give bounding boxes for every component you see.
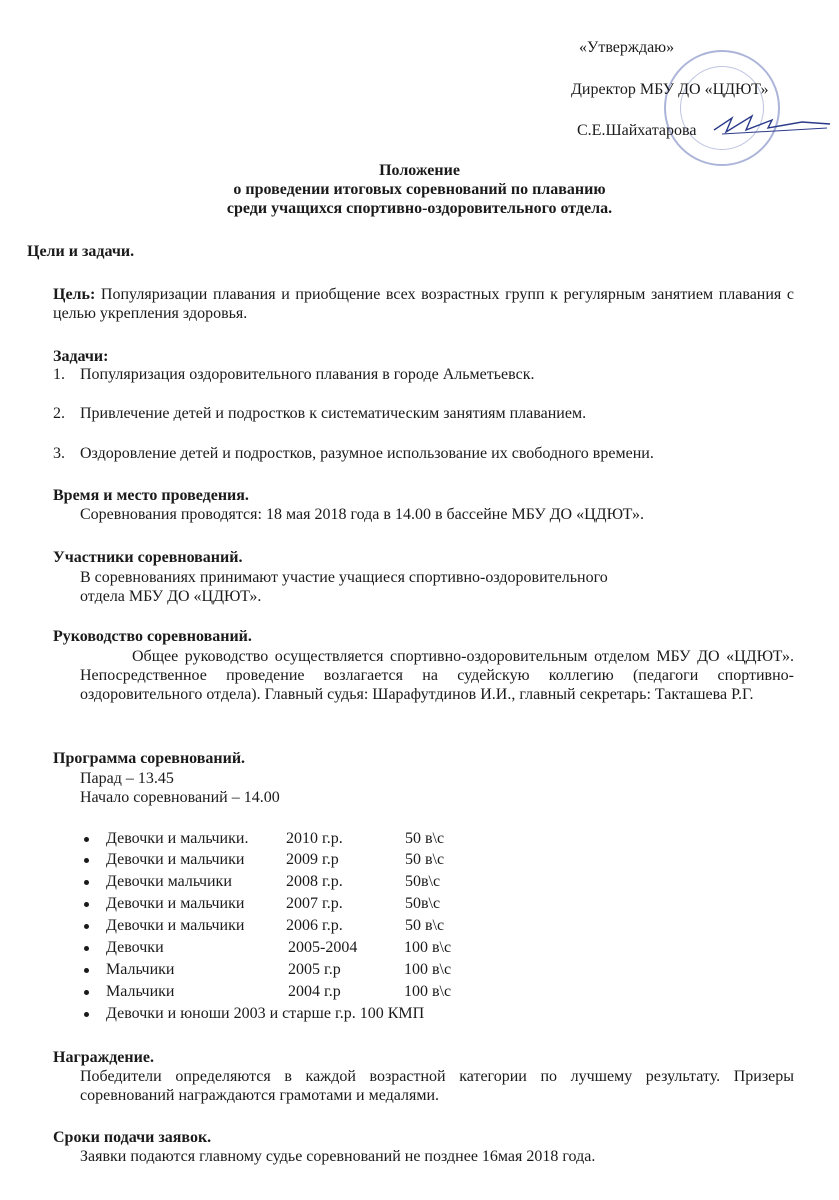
event-year: 2010 г.р. (286, 830, 343, 847)
goal-text: Популяризации плавания и приобщение всех возрастных групп к регулярным занятием плавания с целью укрепления здоровья. (53, 286, 794, 322)
event-group: Девочки и мальчики (106, 895, 245, 912)
event-group: Мальчики (106, 961, 175, 978)
bullet (84, 946, 89, 951)
goals-heading: Цели и задачи. (27, 243, 135, 260)
task-num: 2. (53, 405, 65, 422)
event-group: Девочки (106, 939, 164, 956)
tasks-heading: Задачи: (53, 348, 109, 365)
event-distance: 50 в\с (405, 851, 445, 868)
event-year: 2006 г.р. (286, 917, 343, 934)
signature (712, 108, 832, 138)
event-year: 2004 г.р (288, 983, 341, 1000)
parade-time: Парад – 13.45 (80, 770, 174, 787)
event-distance: 50 в\с (405, 917, 445, 934)
time-place-heading: Время и место проведения. (53, 487, 249, 504)
bullet (84, 924, 89, 929)
task-num: 3. (53, 445, 65, 462)
participants-line-1: В соревнованиях принимают участие учащиеся спортивно-оздоровительного (80, 569, 608, 586)
event-distance: 100 в\с (404, 983, 452, 1000)
task-item: Популяризация оздоровительного плавания в городе Альметьевск. (80, 366, 535, 383)
approve-label: «Утверждаю» (579, 39, 675, 56)
event-group: Девочки мальчики (106, 873, 232, 890)
management-heading: Руководство соревнований. (53, 628, 252, 645)
awards-text: Победители определяются в каждой возрастной категории по лучшему результату. Призеры соревнований награждаются грамотами и медалями. (80, 1068, 794, 1104)
event-distance: 100 в\с (404, 939, 452, 956)
goal-paragraph (53, 285, 794, 323)
participants-heading: Участники соревнований. (53, 549, 243, 566)
director-title: Директор МБУ ДО «ЦДЮТ» (571, 81, 769, 98)
event-distance: 50 в\с (405, 830, 445, 847)
bullet (84, 837, 89, 842)
event-distance: 50в\с (405, 895, 441, 912)
event-group: Девочки и мальчики. (106, 830, 249, 847)
event-group: Девочки и мальчики (106, 917, 245, 934)
event-group: Мальчики (106, 983, 175, 1000)
bullet (84, 990, 89, 995)
start-time: Начало соревнований – 14.00 (80, 789, 280, 806)
program-heading: Программа соревнований. (53, 750, 246, 767)
event-group: Девочки и мальчики (106, 851, 245, 868)
time-place-text: Соревнования проводятся: 18 мая 2018 года в 14.00 в бассейне МБУ ДО «ЦДЮТ». (80, 506, 644, 523)
event-year: 2007 г.р. (286, 895, 343, 912)
task-item: Оздоровление детей и подростков, разумное использование их свободного времени. (80, 445, 654, 462)
event-year: 2005-2004 (288, 939, 358, 956)
event-distance: 100 в\с (404, 961, 452, 978)
bullet (84, 880, 89, 885)
doc-title: Положение (379, 162, 460, 179)
event-distance: 50в\с (405, 873, 441, 890)
bullet (84, 1012, 89, 1017)
applications-text: Заявки подаются главному судье соревнований не позднее 16мая 2018 года. (80, 1148, 596, 1165)
awards-heading: Награждение. (53, 1049, 154, 1066)
doc-subtitle-2: среди учащихся спортивно-оздоровительного отдела. (226, 200, 613, 217)
participants-line-2: отдела МБУ ДО «ЦДЮТ». (80, 588, 262, 605)
bullet (84, 968, 89, 973)
doc-subtitle-1: о проведении итоговых соревнований по плаванию (233, 181, 606, 198)
event-year: 2008 г.р. (286, 873, 343, 890)
event-last: Девочки и юноши 2003 и старше г.р. 100 КМП (106, 1005, 425, 1022)
applications-heading: Сроки подачи заявок. (53, 1129, 212, 1146)
bullet (84, 902, 89, 907)
task-item: Привлечение детей и подростков к систематическим занятиям плаванием. (80, 405, 587, 422)
task-num: 1. (53, 366, 65, 383)
event-year: 2005 г.р (288, 961, 341, 978)
management-text: Общее руководство осуществляется спортивно-оздоровительным отделом МБУ ДО «ЦДЮТ». Непосредственное проведение возлагается на судейскую коллегию (педагоги спортивно-оздоровительного отдела). Главный судья: Шарафутдинов И.И., главный секретарь: Такташева Р.Г. (80, 648, 794, 703)
event-year: 2009 г.р (286, 851, 339, 868)
director-name: С.Е.Шайхатарова (577, 122, 697, 139)
goal-label: Цель: (53, 286, 96, 303)
bullet (84, 858, 89, 863)
